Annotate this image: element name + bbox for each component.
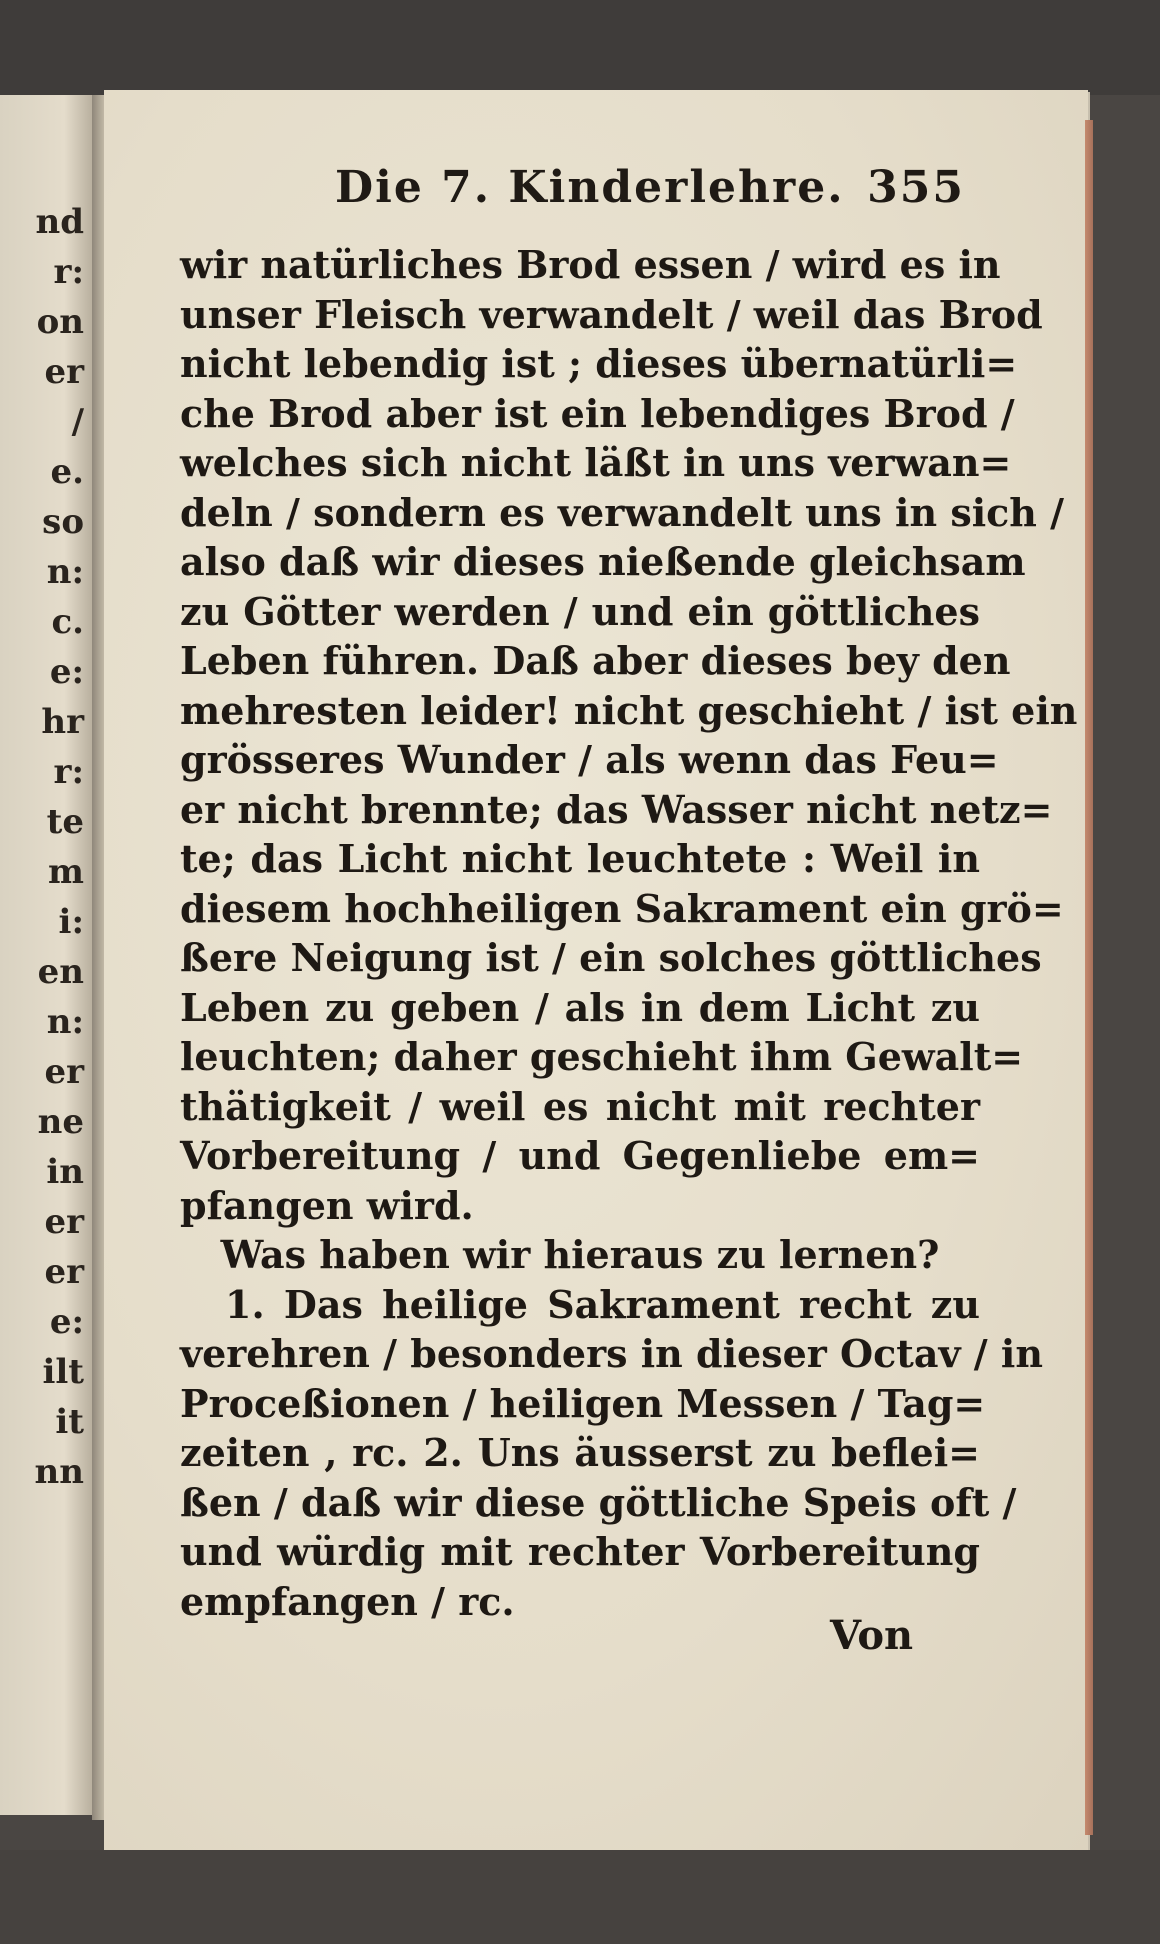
page-number: 355 (867, 162, 965, 213)
previous-page-fragment: on (36, 302, 84, 342)
catchword: Von (830, 1612, 914, 1659)
question-heading: Was haben wir hieraus zu lernen? (220, 1232, 940, 1277)
previous-page-fragment: nd (35, 202, 84, 242)
text-line: pfangen wird. (180, 1182, 474, 1228)
chapter-title: Die 7. Kinderlehre. (335, 162, 845, 213)
previous-page-fragment: i: (58, 902, 84, 942)
text-line: grösseres Wunder / als wenn das Feu= (180, 737, 999, 782)
previous-page-fragment: te (46, 802, 84, 842)
answer-line: verehren / besonders in dieser Octav / in (180, 1331, 1043, 1376)
previous-page-fragment: e: (49, 652, 84, 692)
previous-page-fragment: en (37, 952, 84, 992)
previous-page-fragment: er (44, 1252, 84, 1292)
previous-page-fragment: nn (34, 1452, 84, 1492)
previous-page-fragment: so (42, 502, 84, 542)
text-line: welches sich nicht läßt in uns verwan= (180, 440, 1012, 485)
previous-page-fragment: r: (53, 252, 84, 292)
text-line: nicht lebendig ist ; dieses übernatürli= (180, 341, 1018, 386)
previous-page-fragment: n: (46, 552, 84, 592)
previous-page-fragment: ne (37, 1102, 84, 1142)
previous-page-fragment: r: (53, 752, 84, 792)
answer-line: und würdig mit rechter Vorbereitung (180, 1529, 980, 1574)
previous-page-fragment: / (71, 402, 84, 442)
answer-line: ßen / daß wir diese göttliche Speis oft / (180, 1479, 1017, 1525)
text-line: also daß wir dieses nießende gleichsam (180, 539, 1026, 584)
page-body (180, 240, 1078, 1626)
answer-line: Proceßionen / heiligen Messen / Tag= (180, 1380, 986, 1426)
previous-page-fragment: er (44, 352, 84, 392)
text-line: diesem hochheiligen Sakrament ein grö= (180, 885, 1064, 931)
text-line: ßere Neigung ist / ein solches göttliches (180, 935, 1042, 980)
text-line: unser Fleisch verwandelt / weil das Brod (180, 291, 1043, 337)
text-line: mehresten leider! nicht geschieht / ist ein (180, 687, 1078, 733)
text-line: Leben führen. Daß aber dieses bey den (180, 638, 1011, 683)
answer-line: empfangen / rc. (180, 1578, 515, 1624)
page-edge (1085, 120, 1093, 1835)
previous-page-fragment: e: (49, 1302, 84, 1342)
text-line: wir natürliches Brod essen / wird es in (180, 242, 1001, 287)
previous-page-fragment: er (44, 1052, 84, 1092)
answer-line: zeiten , rc. 2. Uns äusserst zu beflei= (180, 1430, 980, 1475)
previous-page-fragment: c. (51, 602, 84, 642)
previous-page-fragment: e. (50, 452, 84, 492)
previous-page-fragment: hr (41, 702, 84, 742)
text-line: zu Götter werden / und ein göttliches (180, 588, 980, 634)
running-header (225, 162, 985, 222)
previous-page-fragment: n: (46, 1002, 84, 1042)
answer-line: 1. Das heilige Sakrament recht zu (225, 1281, 980, 1327)
text-line: Vorbereitung / und Gegenliebe em= (180, 1133, 980, 1178)
text-line: leuchten; daher geschieht ihm Gewalt= (180, 1034, 1024, 1079)
text-line: deln / sondern es verwandelt uns in sich / (180, 489, 1065, 535)
previous-page-fragment: it (55, 1402, 84, 1442)
text-line: er nicht brennte; das Wasser nicht netz= (180, 786, 1053, 832)
previous-page-fragment: er (44, 1202, 84, 1242)
text-line: Leben zu geben / als in dem Licht zu (180, 984, 980, 1030)
scanner-background-top (0, 0, 1160, 95)
previous-page-fragment: m (48, 852, 84, 892)
text-line: thätigkeit / weil es nicht mit rechter (180, 1083, 980, 1129)
previous-page-fragment: in (46, 1152, 84, 1192)
previous-page-fragment: ilt (42, 1352, 84, 1392)
text-line: te; das Licht nicht leuchtete : Weil in (180, 836, 980, 881)
scanner-background-bottom (0, 1850, 1160, 1944)
text-line: che Brod aber ist ein lebendiges Brod / (180, 390, 1015, 436)
previous-page-edge (0, 95, 92, 1815)
